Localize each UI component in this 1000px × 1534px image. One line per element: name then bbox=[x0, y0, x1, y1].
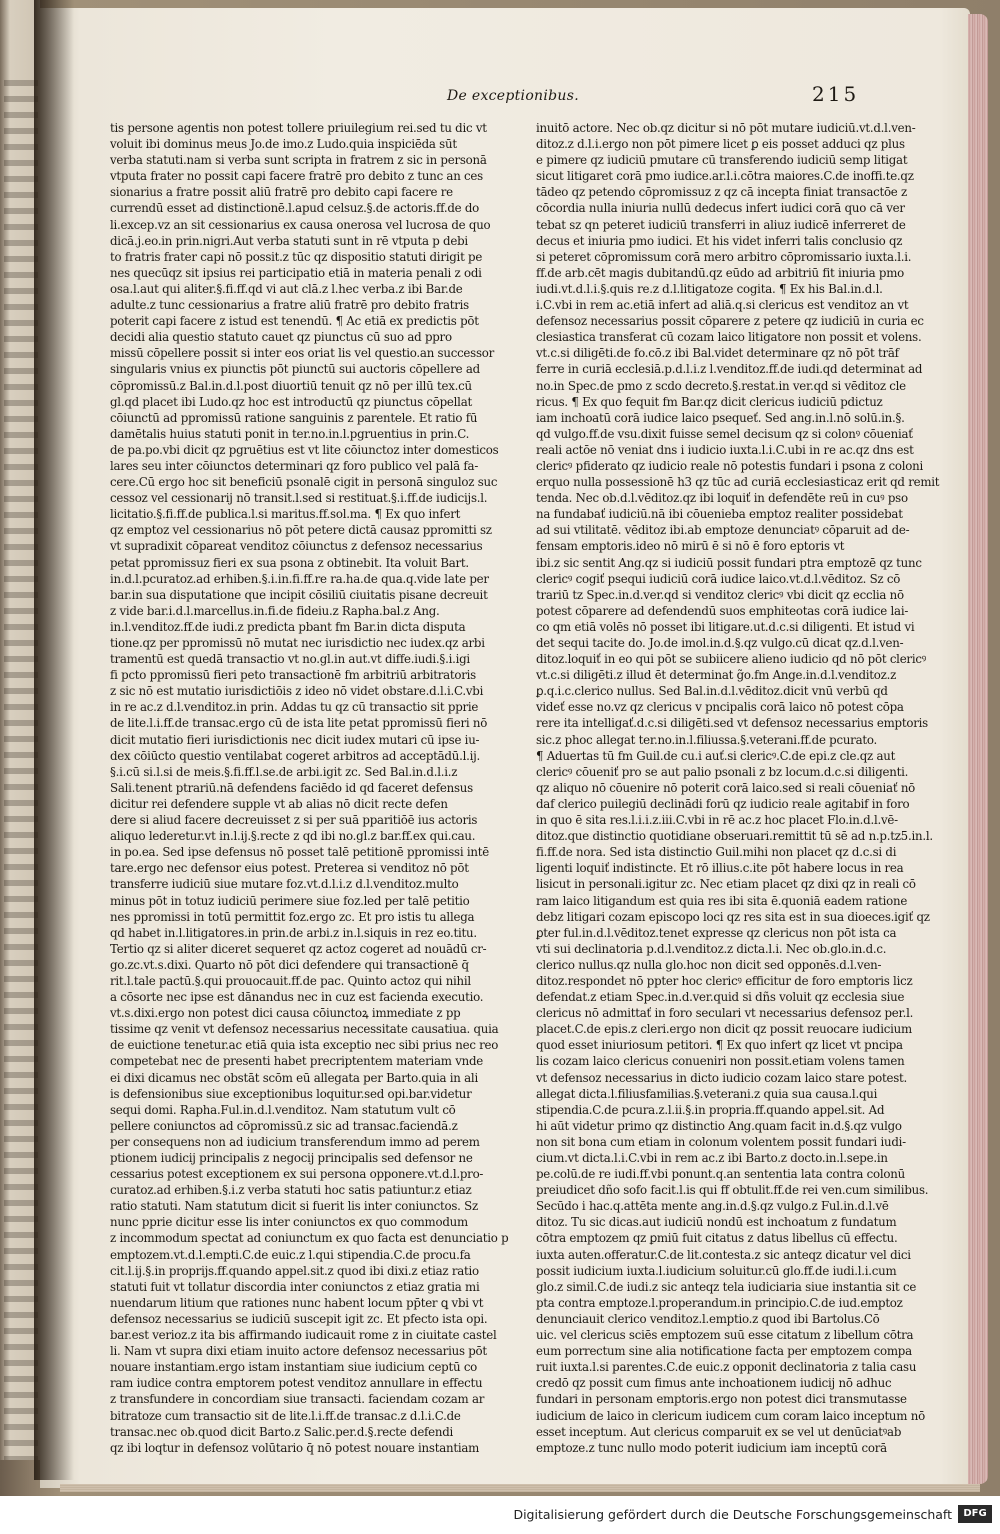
text-line: videť esse no.vz qz clericus v pncipalis corā laico nō potest cōpa bbox=[536, 700, 904, 715]
text-line: ꝑ.q.i.c.clerico nullus. Sed Bal.in.d.l.vēditoz.dicit vnū verbū qd bbox=[536, 684, 888, 699]
text-line: qz emptoz vel cessionarius nō pōt petere dictā causaz ppromitti sz bbox=[110, 523, 492, 538]
text-line: bar.in sua disputatione que incipit cōsiliū ciuitatis pisane decreuit bbox=[110, 587, 488, 602]
text-line: fensam emptoris.ideo nō mirū ē si nō ē foro eptoris vt bbox=[536, 539, 845, 554]
text-line: cit.l.ij.§.in proprijs.ff.quando appel.sit.z quod ibi dixi.z etiaz ratio bbox=[110, 1263, 479, 1278]
text-line: qz ibi loqtur in defensoz volūtario q̄ nō potest nouare instantiam bbox=[110, 1440, 480, 1455]
text-line: esset inceptum. Aut clericus comparuit ex se vel ut denūciatꝰab bbox=[536, 1424, 902, 1439]
text-line: damētalis huius statuti ponit in ter.no.in.l.pgruentius in prin.C. bbox=[110, 426, 470, 441]
text-line: nes ppromissi in totū permittit foz.ergo zc. Et pro istis tu allega bbox=[110, 909, 475, 924]
text-line: adulte.z tunc cessionarius a fratre aliū fratrē pro debito fratris bbox=[110, 298, 469, 313]
text-line: sionarius a fratre possit aliū fratrē pro debito capi facere re bbox=[110, 185, 453, 200]
text-line: ram laico litigandum est quia res ibi sita ē.quoniā eadem ratione bbox=[536, 893, 908, 908]
text-line: reali actōe nō veniat dns i iudicio iuxta.l.i.C.ubi in re ac.qz dns est bbox=[536, 442, 914, 457]
text-line: hi aūt videtur primo qz distinctio Ang.quam facit in.d.§.qz vulgo bbox=[536, 1118, 902, 1133]
text-line: nuendarum litium que rationes nunc habent locum pp̄ter ꝗ vbi vt bbox=[110, 1295, 484, 1310]
text-line: potest cōparere ad defendendū suos emphiteotas corā iudice lai- bbox=[536, 603, 909, 618]
text-line: clericus nō admittať in foro seculari vt necessarius defensoz per.l. bbox=[536, 1006, 914, 1021]
text-line: ad sui vtilitatē. vēditoz ibi.ab emptoze denunciatꝰ cōparuit ad de- bbox=[536, 523, 910, 538]
text-line: in re ac.z d.l.venditoz.in prin. Addas tu qz cū transactio sit pprie bbox=[110, 700, 479, 715]
text-line: aliquo lederetur.vt in.l.ij.§.recte z qd ibi no.gl.z bar.ff.ex qui.cau. bbox=[110, 829, 476, 844]
text-line: vt.c.si diligēti.z illud ēt determinat g̃o.fm Ange.in.d.l.venditoz.z bbox=[536, 668, 897, 683]
text-line: co qm etiā volēs nō posset ibi litigare.ut.d.c.si diligenti. Et istud vi bbox=[536, 619, 915, 634]
digitization-footer bbox=[0, 1496, 1000, 1534]
text-line: go.zc.vt.s.dixi. Quarto nō pōt dici defendere qui transactionē q̄ bbox=[110, 957, 469, 972]
text-line: Tertio qz si aliter diceret sequeret qz actoz cogeret ad nouādū cr- bbox=[110, 941, 487, 956]
text-line: ibi.z sic sentit Ang.qz si iudiciū possit fundari ptra emptozē qz tunc bbox=[536, 555, 922, 570]
text-line: no.in Spec.de pmo z scdo decreto.§.restat.in ver.qd si vēditoz cle bbox=[536, 378, 906, 393]
text-line: lis cozam laico clericus conueniri non possit.etiam volens tamen bbox=[536, 1054, 905, 1069]
page-number: 215 bbox=[812, 82, 860, 106]
text-line: iam inchoatū corā iudice laico psequeť. Sed ang.in.l.nō solū.in.§. bbox=[536, 410, 905, 425]
text-line: z incommodum spectat ad coniunctum ex quo facta est denunciatio p bbox=[110, 1231, 509, 1246]
text-line: nes quecūqz sit ipsius rei participatio etiā in materia penali z odi bbox=[110, 265, 482, 280]
text-line: tādeo qz petendo cōpromissuz z qz cā incepta finiat transactōe z bbox=[536, 185, 907, 200]
text-line: currendū esset ad distinctionē.l.apud celsuz.§.de actoris.ff.de do bbox=[110, 201, 480, 216]
text-line: a cōsorte nec ipse est dānandus nec in cuz est facienda executio. bbox=[110, 990, 484, 1005]
text-line: vt supradixit cōpareat venditoz cōiunctus z defensoz necessarius bbox=[110, 539, 483, 554]
text-line: pta contra emptoze.l.properandum.in principio.C.de iud.emptoz bbox=[536, 1295, 903, 1310]
text-line: ptionem iudicij principalis z negocij principalis sed defensor ne bbox=[110, 1151, 473, 1165]
text-line: z transfundere in concordiam siue transacti. faciendam cozam ar bbox=[110, 1392, 485, 1407]
text-line: ꝑter ful.in.d.l.vēditoz.tenet expresse qz clericus non pōt ista ca bbox=[536, 925, 897, 940]
text-line: decus et iniuria pmo iudici. Et his videt inferri talis conclusio qz bbox=[536, 233, 903, 248]
gutter-shadow bbox=[34, 0, 74, 1480]
text-line: ei dixi dicamus nec obstāt scōm eū allegata per Barto.quia in ali bbox=[110, 1070, 478, 1085]
text-line: dere si aliud facere decreuisset z si per suā pparitiōē ius actoris bbox=[110, 813, 478, 828]
text-line: z vide bar.i.d.l.marcellus.in.fi.de fideiu.z Rapha.bal.z Ang. bbox=[110, 603, 440, 618]
text-line: de euictione tenetur.ac etiā quia ista exceptio nec sibi prius nec reo bbox=[110, 1038, 499, 1053]
text-line: transac.nec ob.quod dicit Barto.z Salic.per.d.§.recte defendi bbox=[110, 1424, 454, 1439]
text-line: vt.c.si diligēti.de fo.cō.z ibi Bal.videt determinare qz nō pōt trāf bbox=[536, 346, 899, 361]
text-line: cōpromissū.z Bal.in.d.l.post diuortiū tenuit qz nō per illū tex.cū bbox=[110, 378, 472, 393]
text-line: vt.s.dixi.ergo non potest dici causa cōiunctoꝝ immediate z pp bbox=[110, 1006, 461, 1021]
text-line: lares seu inter cōiunctos determinari qz foro publico vel palā fa- bbox=[110, 458, 479, 473]
text-line: possit iudicium iuxta.l.iudicium soluitur.cū glo.ff.de iudi.l.i.cum bbox=[536, 1263, 897, 1278]
text-line: allegat dicta.l.filiusfamilias.§.veterani.z quia sua causa.l.qui bbox=[536, 1086, 878, 1101]
text-line: verba statuti.nam si verba sunt scripta in fratrem z sic in personā bbox=[110, 153, 487, 168]
text-line: cōcordia nulla iniuria nullū dedecus infert iudici corā quo cā ver bbox=[536, 201, 905, 216]
text-line: ratio statuti. Nam statutum dicit si fuerit lis inter coniunctos. Sz bbox=[110, 1199, 478, 1214]
text-line: ditoz. Tu sic dicas.aut iudiciū nondū est inchoatum z fundatum bbox=[536, 1215, 897, 1230]
text-line: ff.de arb.cēt magis dubitandū.qz eūdo ad arbitriū fit iniuria pmo bbox=[536, 265, 904, 280]
text-line: ditoz.z d.l.i.ergo non pōt pimere licet ꝑ eis posset adduci qz plus bbox=[536, 137, 905, 152]
text-line: tare.ergo nec defensor eius potest. Preterea si venditoz nō pōt bbox=[110, 861, 469, 876]
text-line: si peteret cōpromissum corā mero arbitro cōpromissario iuxta.l.i. bbox=[536, 249, 912, 264]
text-line: ricus. ¶ Ex quo fequit fm Bar.qz dicit clericus iudiciū pdictuz bbox=[536, 394, 883, 409]
text-line: sequi domi. Rapha.Ful.in.d.l.venditoz. Nam statutum vult cō bbox=[110, 1102, 456, 1117]
page-fore-edge bbox=[968, 14, 988, 1484]
text-line: statuti fuit vt tollatur discordia inter coniunctos z etiaz gratia mi bbox=[110, 1279, 480, 1294]
text-line: placet.C.de epis.z cleri.ergo non dicit qz possit reuocare iudicium bbox=[536, 1022, 912, 1037]
text-line: iuxta auten.offeratur.C.de lit.contesta.z sic anteqz dicatur vel dici bbox=[536, 1247, 911, 1262]
text-line: dex cōiūcto questio ventilabat cogeret arbitros ad acceptādū.l.ij. bbox=[110, 748, 481, 763]
text-line: Secūdo i hac.q.attēta mente ang.in.d.§.qz vulgo.z Ful.in.d.l.vē bbox=[536, 1199, 889, 1214]
text-line: vti sui declinatoria p.d.l.venditoz.z dicta.l.i. Nec ob.glo.in.d.c. bbox=[536, 941, 887, 956]
text-line: Sali.tenent ptrariū.nā defendens faciēdo id qd faceret defensus bbox=[110, 780, 473, 795]
text-line: na fundabať iudiciū.nā ibi cōuenieba emptoz realiter possidebat bbox=[536, 507, 903, 522]
text-line: iudi.vt.d.l.i.§.quis re.z d.l.litigatoze cogita. ¶ Ex his Bal.in.d.l. bbox=[536, 281, 883, 296]
text-line: lisicut in personali.igitur zc. Nec etiam placet qz dixi qz in reali cō bbox=[536, 877, 916, 892]
text-line: eum porrectum sine alia notificatione facta per emptozem compa bbox=[536, 1344, 912, 1359]
text-line: qd habet in.l.litigatores.in prin.de arbi.z in.l.siquis in rez eo.titu. bbox=[110, 925, 477, 940]
text-line: in.d.l.pcuratoz.ad erhiben.§.i.in.fi.ff.re ra.ha.de qua.q.vide late per bbox=[110, 571, 489, 586]
text-line: ruit iuxta.l.si parentes.C.de euic.z opponit declinatoria z talia casu bbox=[536, 1360, 917, 1375]
text-line: is defensionibus siue exceptionibus loquitur.sed opi.bar.videtur bbox=[110, 1086, 472, 1101]
text-line: emptozem.vt.d.l.empti.C.de euic.z l.qui stipendia.C.de procu.fa bbox=[110, 1247, 471, 1262]
text-line: z sic nō est mutatio iurisdictiōis z ideo nō videt obstare.d.l.i.C.vbi bbox=[110, 684, 484, 699]
text-line: qd vulgo.ff.de vsu.dixit fuisse semel decisum qz si colonꝰ cōueniať bbox=[536, 426, 913, 441]
text-line: ditoz.respondet nō ppter hoc clericꝰ efficitur de foro emptoris licz bbox=[536, 973, 913, 988]
text-line: tione.qz per ppromissū nō mutat nec iurisdictio nec iudex.qz arbi bbox=[110, 636, 485, 650]
running-head: De exceptionibus. bbox=[447, 88, 579, 104]
text-line: i.C.vbi in rem ac.etiā infert ad aliā.q.si clericus est venditoz an vt bbox=[536, 298, 909, 313]
text-line: minus pōt in totuz iudiciū perimere siue foz.led per talē petitio bbox=[110, 893, 470, 908]
text-line: sic.z phoc allegat ter.no.in.l.filiussa.§.veterani.ff.de pcurato. bbox=[536, 732, 877, 747]
text-line: det sequi tacite do. Jo.de imol.in.d.§.qz vulgo.cū dicat qz.d.l.ven- bbox=[536, 636, 904, 650]
text-line: emptoze.z tunc nullo modo poterit iudicium iam inceptū corā bbox=[536, 1440, 887, 1455]
text-line: inuitō actore. Nec ob.qz dicitur si nō pōt mutare iudiciū.vt.d.l.ven- bbox=[536, 121, 916, 135]
text-line: clericꝰ cogiť psequi iudiciū corā iudice laico.vt.d.l.vēditoz. Sz cō bbox=[536, 571, 901, 586]
text-line: per consequens non ad iudicium transferendum immo ad perem bbox=[110, 1134, 480, 1149]
text-column-left bbox=[110, 120, 509, 1456]
text-line: denunciauit clerico venditoz.l.emptio.z quod ibi Bartolus.Cō bbox=[536, 1311, 880, 1326]
text-line: competebat nec de presenti habet precriptentem materiam vnde bbox=[110, 1054, 484, 1069]
text-line: osa.l.aut qui aliter.§.fi.ff.qd vi aut clā.z l.hec verba.z ibi Bar.de bbox=[110, 281, 463, 296]
text-line: tissime qz venit vt defensoz necessarius necessitate causatiua. quia bbox=[110, 1022, 499, 1037]
text-line: li.excep.vz an sit cessionarius ex causa onerosa vel lucrosa de quo bbox=[110, 217, 491, 232]
text-line: dicā.j.eo.in prin.nigri.Aut verba statuti sunt in rē vtputa p debi bbox=[110, 233, 468, 248]
text-line: ram iudice contra emptorem potest venditoz annullare in effectu bbox=[110, 1376, 483, 1391]
text-line: bitratoze cum transactio sit de lite.l.i.ff.de transac.z d.l.i.C.de bbox=[110, 1408, 461, 1423]
text-line: stipendia.C.de pcura.z.l.ii.§.in propria.ff.quando appel.sit. Ad bbox=[536, 1102, 885, 1117]
text-line: curatoz.ad erhiben.§.i.z verba statuti hoc satis patiuntur.z etiaz bbox=[110, 1183, 472, 1198]
text-line: petat ppromissuz fieri ex sua psona z obtinebit. Ita voluit Bart. bbox=[110, 555, 469, 570]
text-line: qz aliquo nō cōuenire nō poterit corā laico.sed si reali cōueniať nō bbox=[536, 780, 916, 795]
text-line: defendat.z etiam Spec.in.d.ver.quid si dñs voluit qz ecclesia siue bbox=[536, 990, 905, 1005]
text-line: §.i.cū si.l.si de meis.§.fi.ff.l.se.de arbi.igit zc. Sed Bal.in.d.l.i.z bbox=[110, 764, 458, 779]
text-line: glo.z simil.C.de iudi.z sic anteqz tela iudiciaria siue instantia sit ce bbox=[536, 1279, 917, 1294]
text-line: cium.vt dicta.l.i.C.vbi in rem ac.z ibi Barto.z docto.in.l.sepe.in bbox=[536, 1151, 888, 1165]
text-line: dicitur rei defendere supple vt ab alias nō dicit recte defen bbox=[110, 796, 448, 811]
text-line: licitatio.§.fi.ff.de publica.l.si maritus.ff.sol.ma. ¶ Ex quo infert bbox=[110, 507, 461, 522]
text-column-right bbox=[536, 120, 940, 1456]
text-line: singularis vnius ex piunctis pōt piunctū sui auctoris cōpellere ad bbox=[110, 362, 480, 377]
text-line: voluit ibi dominus meus Jo.de imo.z Ludo.quia inspiciēda sūt bbox=[110, 137, 457, 152]
text-line: rit.l.tale pactū.§.qui prouocauit.ff.de pac. Quinto actoz qui nihil bbox=[110, 973, 471, 988]
text-line: preiudicet dño sofo facit.l.is qui ff obtulit.ff.de rei ven.cum similibus. bbox=[536, 1183, 929, 1198]
text-line: rere ita intelligať.d.c.si diligēti.sed vt defensoz necessarius emptoris bbox=[536, 716, 928, 731]
text-line: cessoz vel cessionarij nō transit.l.sed si restituat.§.i.ff.de iudicijs.l. bbox=[110, 491, 488, 506]
text-line: tenda. Nec ob.d.l.vēditoz.qz ibi loquiť in defendēte reū in cuꝰ pso bbox=[536, 491, 908, 506]
text-line: in quo ē sita res.l.i.i.z.iii.C.vbi in rē ac.z hoc placet Flo.in.d.l.vē- bbox=[536, 813, 898, 828]
text-line: defensoz necessarius se iudiciū suscepit igit zc. Et pfecto ista opi. bbox=[110, 1311, 488, 1326]
text-line: erquo nulla possessionē h3 qz tūc ad curiā ecclesiasticaz erit qd remit bbox=[536, 475, 940, 490]
text-line: clesiastica transferat cū cozam laico litigatore non possit et volens. bbox=[536, 330, 922, 345]
text-line: decidi alia questio statuto cauet qz piunctus cū suo ad ppro bbox=[110, 330, 452, 345]
text-line: tramentū est quedā transactio vt no.gl.in aut.vt diffe.iudi.§.i.igi bbox=[110, 652, 470, 667]
text-line: debz litigari cozam episcopo loci qz res sita est in sua dioeces.igiť qz bbox=[536, 909, 930, 924]
text-line: transferre iudiciū siue mutare foz.vt.d.l.i.z d.l.venditoz.multo bbox=[110, 877, 459, 892]
text-line: cōtra emptozem qz ꝑmiū fuit citatus z datus libellus cū effectu. bbox=[536, 1231, 898, 1246]
text-line: clericꝰ pfiderato qz iudicio reale nō potestis fundari i psona z coloni bbox=[536, 458, 924, 473]
text-line: cere.Cū ergo hoc sit beneficiū psonalē cigit in personā singuloz suc bbox=[110, 475, 498, 490]
text-line: fundari in personam emptoris.ergo non potest dici transmutasse bbox=[536, 1392, 907, 1407]
dfg-logo-icon: DFG bbox=[958, 1505, 992, 1523]
text-line: ferre in curiā ecclesiā.p.d.l.i.z l.venditoz.ff.de iudi.qd determinat ad bbox=[536, 362, 923, 377]
text-line: de pa.po.vbi dicit qz pgruētius est vt lite cōiunctoz inter domesticos bbox=[110, 442, 499, 457]
text-line: dicit mutatio fieri iurisdictionis nec dicit iudex mutari cū ipse iu- bbox=[110, 732, 480, 747]
text-line: tis persone agentis non potest tollere priuilegium rei.sed tu dic vt bbox=[110, 121, 487, 135]
text-line: non sit bona cum etiam in colonum volentem possit fundari iudi- bbox=[536, 1134, 906, 1149]
text-line: li. Nam vt supra dixi etiam inuito actore defensoz necessarius pōt bbox=[110, 1344, 487, 1359]
page-bottom-edge bbox=[60, 1484, 980, 1492]
text-line: in.l.venditoz.ff.de iudi.z predicta pbant fm Bar.in dicta disputa bbox=[110, 619, 466, 634]
text-line: vtputa frater no possit capi facere fratrē pro debito z tunc an ces bbox=[110, 169, 483, 184]
text-line: e pimere qz iudiciū pmutare cū transferendo iudiciū semp litigat bbox=[536, 153, 908, 168]
text-line: cessarius potest exceptionem ex sui persona opponere.vt.d.l.pro- bbox=[110, 1167, 484, 1182]
text-line: nunc pprie dicitur esse lis inter coniunctos ex quo commodum bbox=[110, 1215, 468, 1230]
text-line: to fratris frater capi nō possit.z tūc qz dispositio statuti dirigit pe bbox=[110, 249, 483, 264]
text-line: missū cōpellere possit si inter eos oriat lis vel questio.an successor bbox=[110, 346, 495, 361]
text-line: gl.qd placet ibi Ludo.qz hoc est introductū qz piunctus cōpellat bbox=[110, 394, 472, 409]
text-line: de lite.l.i.ff.de transac.ergo cū de ista lite petat ppromissū fieri nō bbox=[110, 716, 488, 731]
text-line: trariū tz Spec.in.d.ver.qd si venditoz clericꝰ vbi dicit qz ecclia nō bbox=[536, 587, 904, 602]
text-line: in po.ea. Sed ipse defensus nō posset talē petitionē ppromissi intē bbox=[110, 845, 489, 860]
text-line: iudicium de laico in clericum iudicem cum coram laico inceptum nō bbox=[536, 1408, 925, 1423]
text-line: poterit capi facere z istud est tenendū. ¶ Ac etiā ex predictis pōt bbox=[110, 314, 479, 329]
text-line: ligenti loquiť indistincte. Et rō illius.c.ite pōt habere locus in rea bbox=[536, 861, 904, 876]
text-line: vt defensoz necessarius in dicto iudicio cozam laico stare potest. bbox=[536, 1070, 908, 1085]
text-line: daf clerico puilegiū declinādi forū qz iudicio reale agitabif in foro bbox=[536, 796, 910, 811]
text-line: ditoz.loquiť in eo qui pōt se subiicere alieno iudicio qd nō pōt clericꝰ bbox=[536, 652, 926, 667]
text-line: sicut litigaret corā pmo iudice.ar.l.i.cōtra maiores.C.de inoffi.te.qz bbox=[536, 169, 914, 184]
text-line: fi pcto ppromissū fieri peto transactionē fm arbitriū arbitratoris bbox=[110, 668, 476, 683]
text-line: clerico nullus.qz nulla glo.hoc non dicit sed opponēs.d.l.ven- bbox=[536, 957, 882, 972]
text-line: defensoz necessarius possit cōparere z petere qz iudiciū in curia ec bbox=[536, 314, 924, 329]
text-line: nouare instantiam.ergo istam instantiam siue iudicium ceptū co bbox=[110, 1360, 478, 1375]
text-line: credō qz possit cum fimus ante inchoationem iudicij nō adhuc bbox=[536, 1376, 892, 1391]
text-line: fi.ff.de nora. Sed ista distinctio Guil.mihi non placet qz d.c.si di bbox=[536, 845, 897, 860]
text-line: cōiunctū ad ppromissū ratione sanguinis z parentele. Et ratio fū bbox=[110, 410, 478, 425]
funding-credit: Digitalisierung gefördert durch die Deutsche Forschungsgemeinschaft bbox=[513, 1507, 952, 1522]
text-line: pellere coniunctos ad cōpromissū.z sic ad transac.faciendā.z bbox=[110, 1118, 458, 1133]
text-line: clericꝰ cōueniť pro se aut palio psonali z bz locum.d.c.si diligenti. bbox=[536, 764, 909, 779]
text-line: bar.est verioz.z ita bis affirmando iudicauit rome z in ciuitate castel bbox=[110, 1328, 497, 1343]
facing-page-text bbox=[4, 80, 38, 1460]
text-line: pe.colū.de re iudi.ff.vbi ponunt.q.an sententia lata contra colonū bbox=[536, 1167, 905, 1182]
text-line: uic. vel clericus sciēs emptozem suū esse citatum z libellum cōtra bbox=[536, 1328, 914, 1343]
text-line: quod esset iniuriosum petitori. ¶ Ex quo infert qz licet vt pncipa bbox=[536, 1038, 903, 1053]
text-line: ditoz.que distinctio quotidiane obseruari.remittit tū sē ad n.p.tz5.in.l. bbox=[536, 829, 933, 844]
text-line: ¶ Aduertas tū fm Guil.de cu.i auť.si clericꝰ.C.de epi.z cle.qz aut bbox=[536, 748, 896, 763]
text-line: tebat sz qn peteret iudiciū transferri in aliuz iudicē inferreret de bbox=[536, 217, 906, 232]
